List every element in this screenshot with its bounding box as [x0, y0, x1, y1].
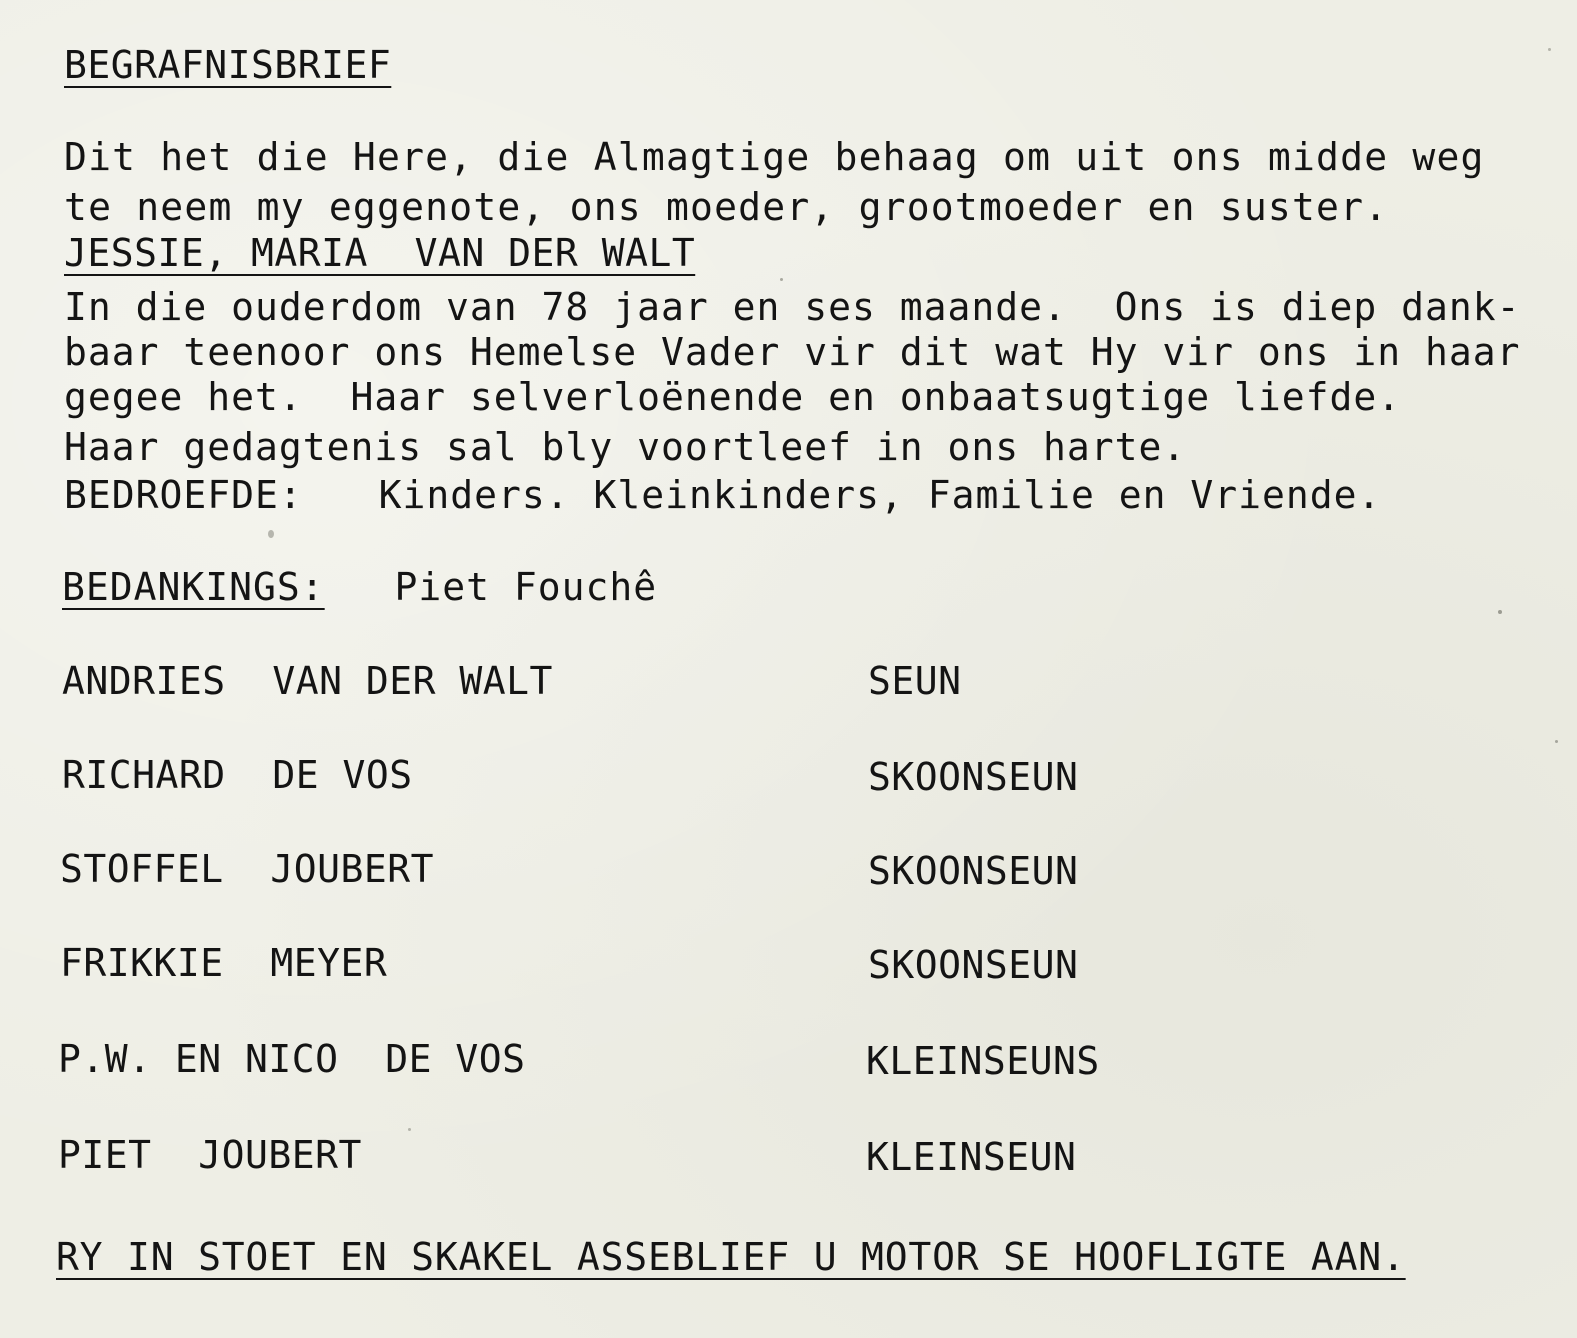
bereaved-line	[64, 473, 1382, 517]
intro-line-1: Dit het die Here, die Almagtige behaag om uit ons midde weg	[64, 135, 1485, 179]
pallbearer-relation: SKOONSEUN	[868, 943, 1079, 987]
paper-speck	[408, 1128, 411, 1131]
pallbearer-relation: KLEINSEUNS	[866, 1039, 1100, 1083]
pallbearer-name: ANDRIES VAN DER WALT	[62, 659, 553, 703]
body-line-1: In die ouderdom van 78 jaar en ses maande. Ons is diep dank-	[64, 285, 1521, 329]
paper-speck	[1498, 610, 1502, 614]
pallbearer-relation: SEUN	[868, 659, 962, 703]
paper-speck	[1548, 48, 1551, 51]
deceased-name: JESSIE, MARIA VAN DER WALT	[64, 231, 696, 275]
headlights-notice: RY IN STOET EN SKAKEL ASSEBLIEF U MOTOR SE HOOFLIGTE AAN.	[56, 1235, 1406, 1279]
pallbearer-relation: KLEINSEUN	[866, 1135, 1077, 1179]
body-line-3: gegee het. Haar selverloënende en onbaatsugtige liefde.	[64, 375, 1402, 419]
thanks-name: Piet Fouchê	[394, 565, 658, 609]
paper-speck	[268, 530, 274, 538]
pallbearer-relation: SKOONSEUN	[868, 849, 1079, 893]
pallbearer-name: RICHARD DE VOS	[62, 753, 413, 797]
paper-speck	[780, 278, 783, 281]
bereaved-text: Kinders. Kleinkinders, Familie en Vriende.	[378, 473, 1382, 517]
thanks-line	[62, 565, 658, 609]
pallbearer-name: STOFFEL JOUBERT	[60, 847, 435, 891]
pallbearer-relation: SKOONSEUN	[868, 755, 1079, 799]
document-heading: BEGRAFNISBRIEF	[64, 43, 392, 87]
paper-speck	[1555, 740, 1558, 743]
pallbearer-name: PIET JOUBERT	[58, 1133, 362, 1177]
body-line-4: Haar gedagtenis sal bly voortleef in ons harte.	[64, 425, 1187, 469]
body-line-2: baar teenoor ons Hemelse Vader vir dit wat Hy vir ons in haar	[64, 330, 1521, 374]
thanks-label: BEDANKINGS:	[62, 565, 325, 609]
pallbearer-name: P.W. EN NICO DE VOS	[58, 1037, 526, 1081]
pallbearer-name: FRIKKIE MEYER	[60, 941, 388, 985]
intro-line-2: te neem my eggenote, ons moeder, grootmoeder en suster.	[64, 185, 1389, 229]
bereaved-label: BEDROEFDE:	[64, 473, 303, 517]
